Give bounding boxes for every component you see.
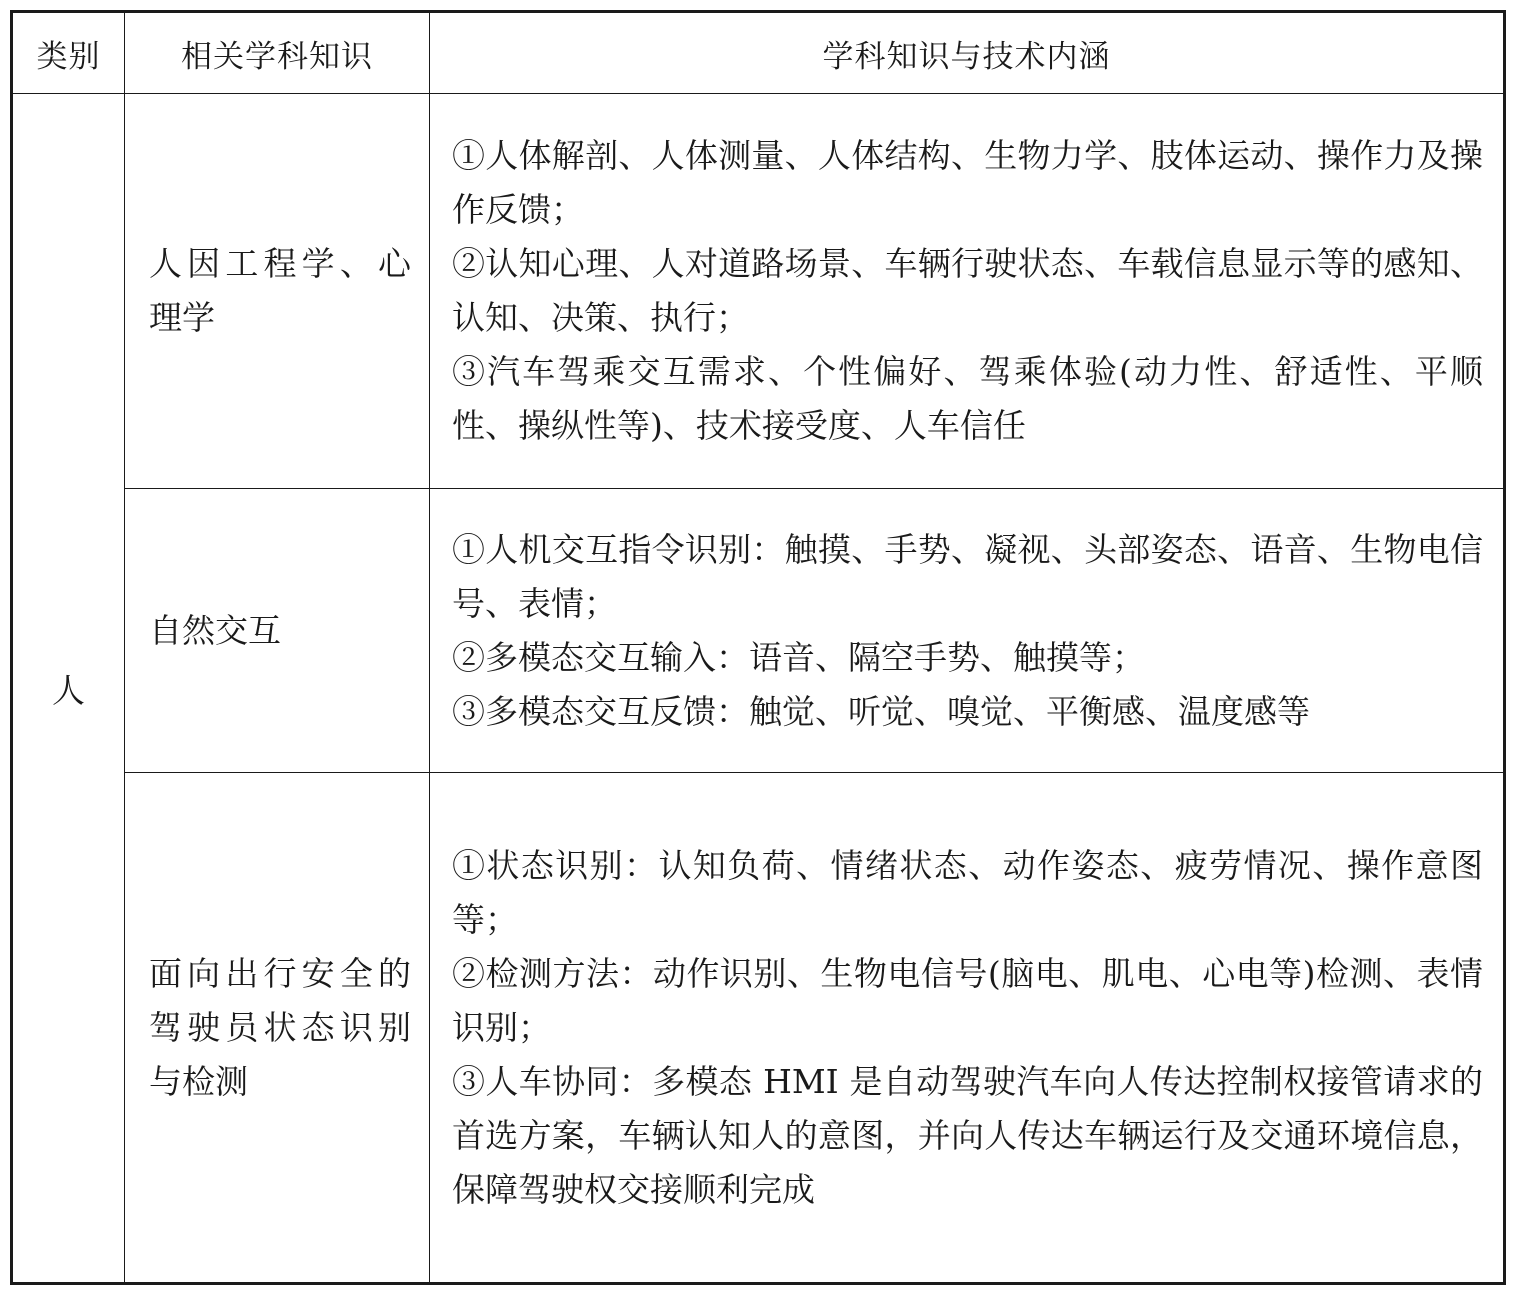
- content-item: ③多模态交互反馈：触觉、听觉、嗅觉、平衡感、温度感等: [452, 691, 1310, 731]
- header-subject: 相关学科知识: [125, 12, 430, 94]
- content-item: ②多模态交互输入：语音、隔空手势、触摸等；: [452, 637, 1145, 677]
- header-category: 类别: [12, 12, 125, 94]
- content-cell: [430, 489, 1505, 773]
- content-cell: [430, 94, 1505, 489]
- subject-cell: 自然交互: [125, 489, 430, 773]
- table-row: [12, 94, 1505, 489]
- knowledge-table: [10, 10, 1506, 1285]
- content-item: ①状态识别：认知负荷、情绪状态、动作姿态、疲劳情况、操作意图等；: [452, 845, 1483, 939]
- content-item: ②检测方法：动作识别、生物电信号(脑电、肌电、心电等)检测、表情识别；: [452, 953, 1483, 1047]
- content-cell: [430, 773, 1505, 1284]
- content-item: ①人机交互指令识别：触摸、手势、凝视、头部姿态、语音、生物电信号、表情；: [452, 529, 1483, 623]
- subject-cell: 人因工程学、心理学: [125, 94, 430, 489]
- content-item: ③人车协同：多模态 HMI 是自动驾驶汽车向人传达控制权接管请求的首选方案，车辆认知人的意图，并向人传达车辆运行及交通环境信息，保障驾驶权交接顺利完成: [452, 1061, 1483, 1209]
- content-item: ②认知心理、人对道路场景、车辆行驶状态、车载信息显示等的感知、认知、决策、执行；: [452, 244, 1483, 337]
- table-body: [12, 94, 1505, 1284]
- content-item: ③汽车驾乘交互需求、个性偏好、驾乘体验(动力性、舒适性、平顺性、操纵性等)、技术接受度、人车信任: [452, 352, 1483, 445]
- table-row: [12, 773, 1505, 1284]
- header-row: [12, 12, 1505, 94]
- table-header: [12, 12, 1505, 94]
- category-cell: 人: [12, 94, 125, 1284]
- table-row: [12, 489, 1505, 773]
- header-content: 学科知识与技术内涵: [430, 12, 1505, 94]
- content-item: ①人体解剖、人体测量、人体结构、生物力学、肢体运动、操作力及操作反馈；: [452, 136, 1483, 229]
- subject-cell: 面向出行安全的驾驶员状态识别与检测: [125, 773, 430, 1284]
